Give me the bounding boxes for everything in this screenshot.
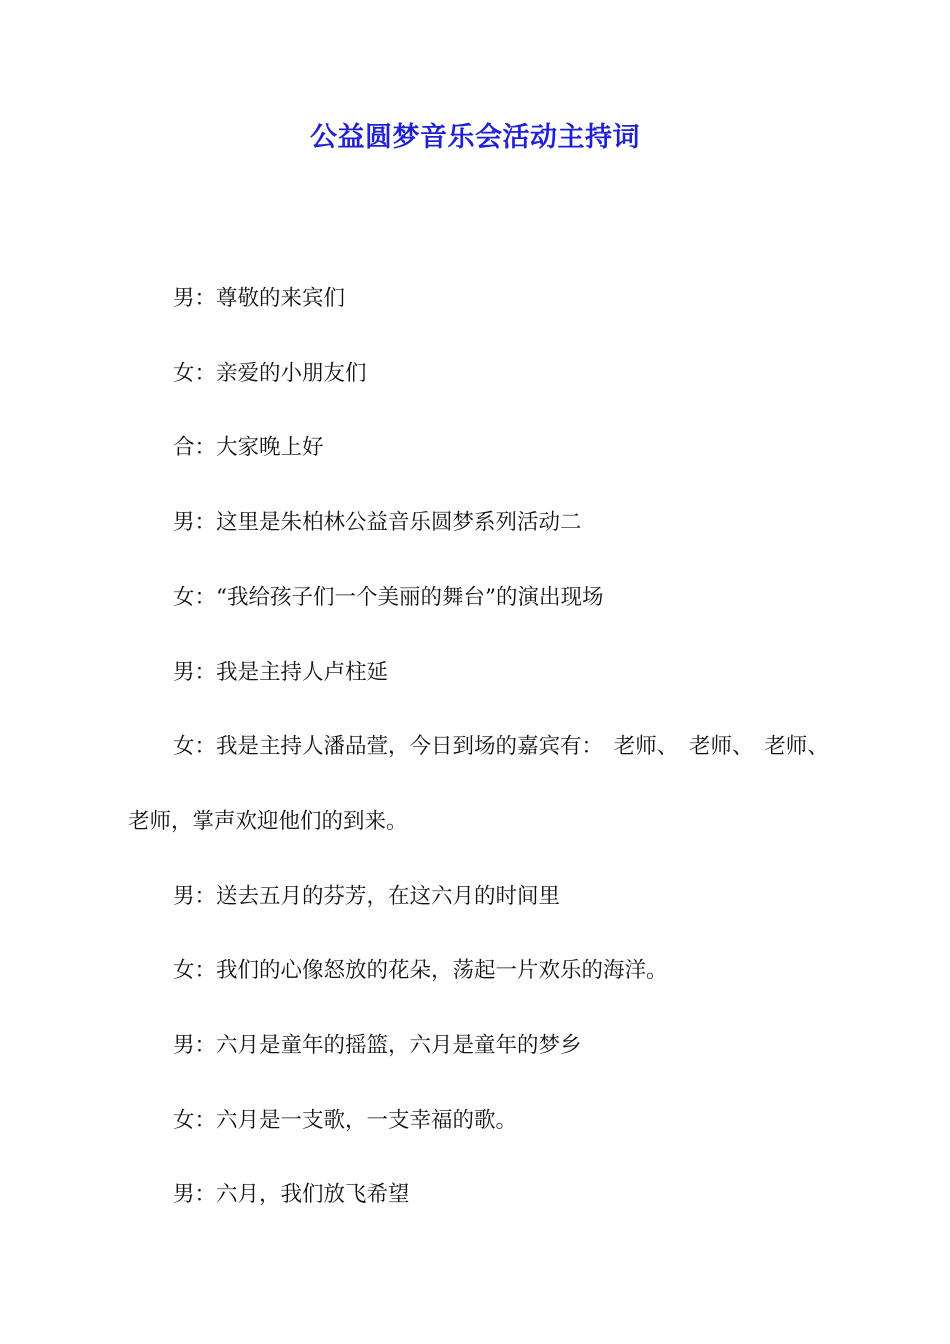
- paragraph: 男：六月是童年的摇篮，六月是童年的梦乡: [173, 1033, 582, 1059]
- paragraph: 女：我是主持人潘品萱，今日到场的嘉宾有： 老师、 老师、 老师、 老师，掌声欢迎他们的到来。: [128, 734, 840, 834]
- paragraph: 女：我们的心像怒放的花朵，荡起一片欢乐的海洋。: [173, 958, 668, 984]
- paragraph: 男：尊敬的来宾们: [173, 286, 346, 311]
- paragraph: 女：“我给孩子们一个美丽的舞台”的演出现场: [173, 584, 604, 610]
- paragraph: 男：我是主持人卢柱延: [173, 659, 389, 685]
- paragraph: 男：送去五月的芬芳，在这六月的时间里: [173, 883, 561, 909]
- paragraph: 男：六月，我们放飞希望: [173, 1182, 410, 1208]
- paragraph: 男：这里是朱柏林公益音乐圆梦系列活动二: [173, 510, 582, 536]
- paragraph: 女：六月是一支歌，一支幸福的歌。: [173, 1107, 518, 1133]
- paragraph: 合：大家晚上好: [173, 435, 324, 461]
- document-body: [128, 262, 840, 1233]
- paragraph: 女：亲爱的小朋友们: [173, 360, 367, 386]
- document-title: 公益圆梦音乐会活动主持词: [310, 122, 640, 153]
